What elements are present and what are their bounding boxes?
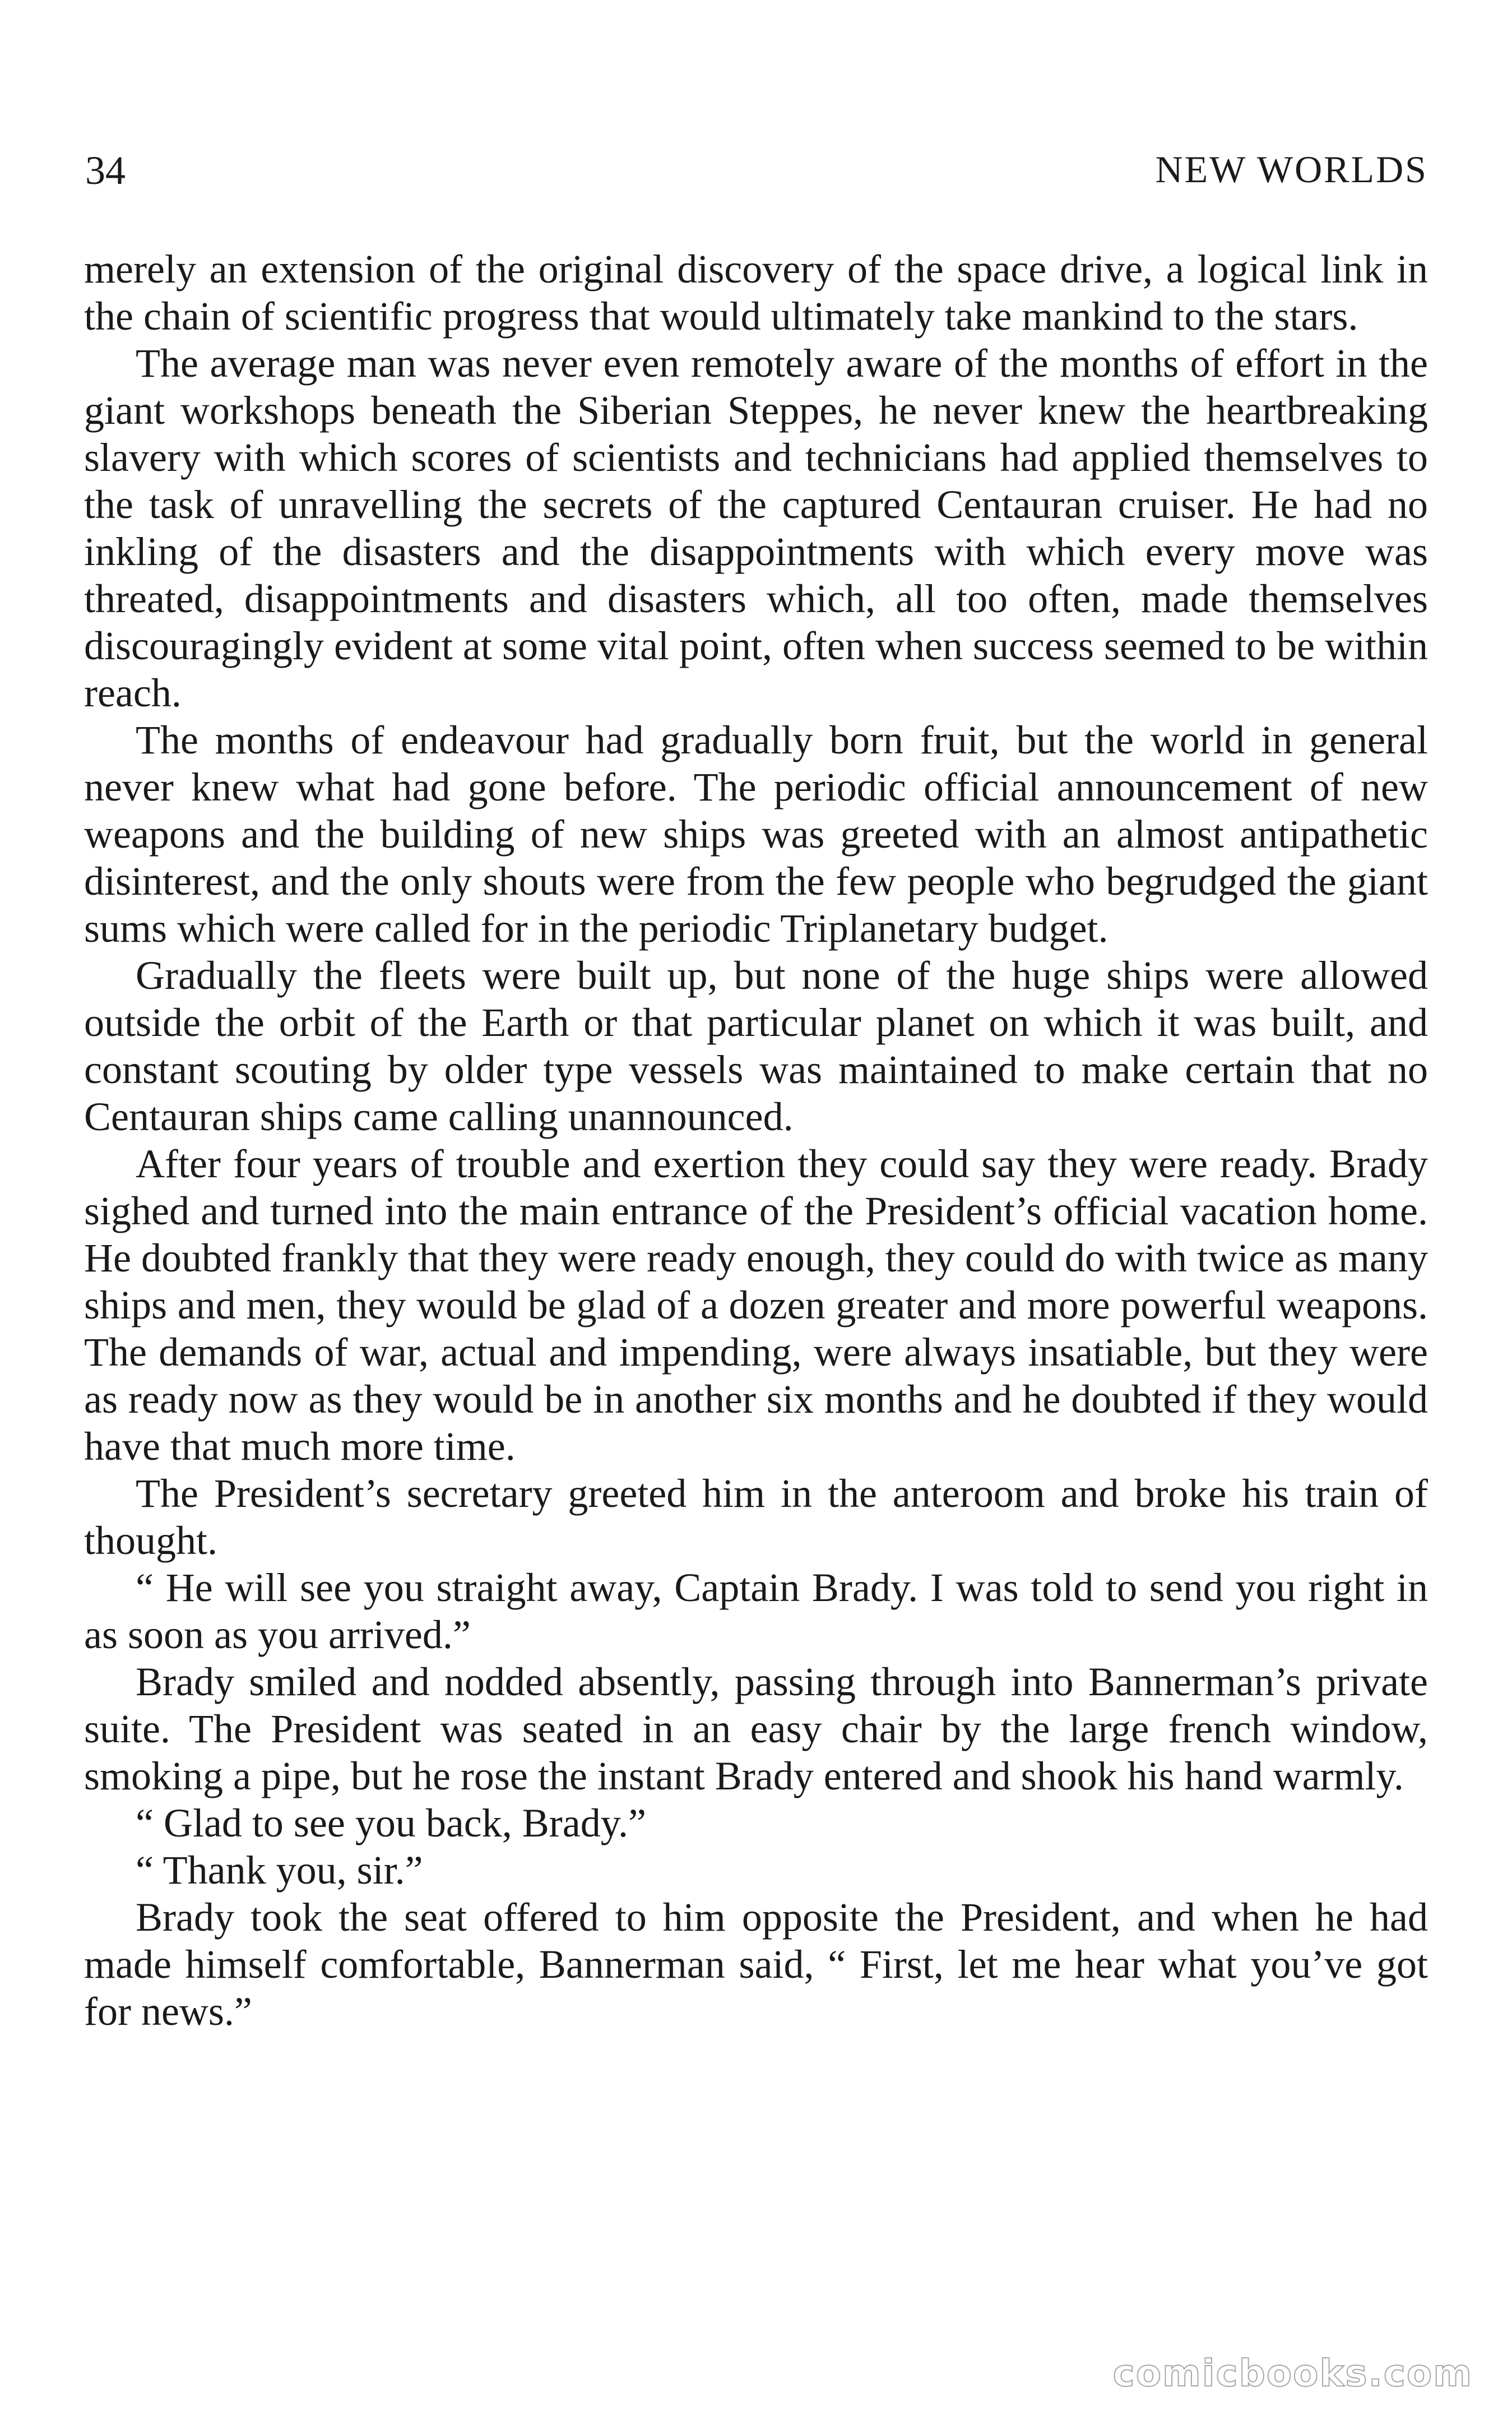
paragraph-9: “ Glad to see you back, Brady.” — [136, 1801, 647, 1845]
paragraph-2: The average man was never even remotely aware of the months of effort in the giant workshops beneath the Siberian Steppes, he never knew the heartbreaking slavery with which scores of scientists and technicians had applied themselves to the task of unravelling the secrets of the captured Centauran cruiser. He had no inkling of the disasters and the disappointments with which every move was threated, disappointments and disasters which, all too often, made themselves discouragingly evident at some vital point, often when success seemed to be within reach. — [84, 341, 1428, 715]
paragraph-1: merely an extension of the original discovery of the space drive, a logical link in the chain of scientific progress that would ultimately take mankind to the stars. — [84, 247, 1428, 339]
paragraph-10: “ Thank you, sir.” — [136, 1848, 423, 1893]
paragraph-4: Gradually the fleets were built up, but none of the huge ships were allowed outside the orbit of the Earth or that particular planet on which it was built, and constant scouting by older type vessels was maintained to make certain that no Centauran ships came calling unannounced. — [84, 953, 1428, 1139]
paragraph-3: The months of endeavour had gradually born fruit, but the world in general never knew what had gone before. The periodic official announcement of new weapons and the building of new ships was greeted with an almost antipathetic disinterest, and the only shouts were from the few people who begrudged the giant sums which were called for in the periodic Triplanetary budget. — [84, 718, 1428, 951]
body-text — [84, 246, 1428, 2035]
paragraph-7: “ He will see you straight away, Captain Brady. I was told to send you right in as soon as you arrived.” — [84, 1565, 1428, 1657]
running-head-title: NEW WORLDS — [1155, 148, 1428, 191]
paragraph-5: After four years of trouble and exertion they could say they were ready. Brady sighed and turned into the main entrance of the President’s official vacation home. He doubted frankly that they were ready enough, they could do with twice as many ships and men, they would be glad of a dozen greater and more powerful weapons. The demands of war, actual and impending, were always insatiable, but they were as ready now as they would be in another six months and he doubted if they would have that much more time. — [84, 1141, 1428, 1469]
page-number: 34 — [85, 148, 126, 193]
paragraph-6: The President’s secretary greeted him in the anteroom and broke his train of thought. — [84, 1471, 1428, 1563]
paragraph-11: Brady took the seat offered to him opposite the President, and when he had made himself comfortable, Bannerman said, “ First, let me hear what you’ve got for news.” — [84, 1895, 1428, 2034]
paragraph-8: Brady smiled and nodded absently, passing through into Bannerman’s private suite. The President was seated in an easy chair by the large french window, smoking a pipe, but he rose the instant Brady entered and shook his hand warmly. — [84, 1659, 1428, 1798]
watermark: comicbooks.com — [1112, 2352, 1473, 2395]
